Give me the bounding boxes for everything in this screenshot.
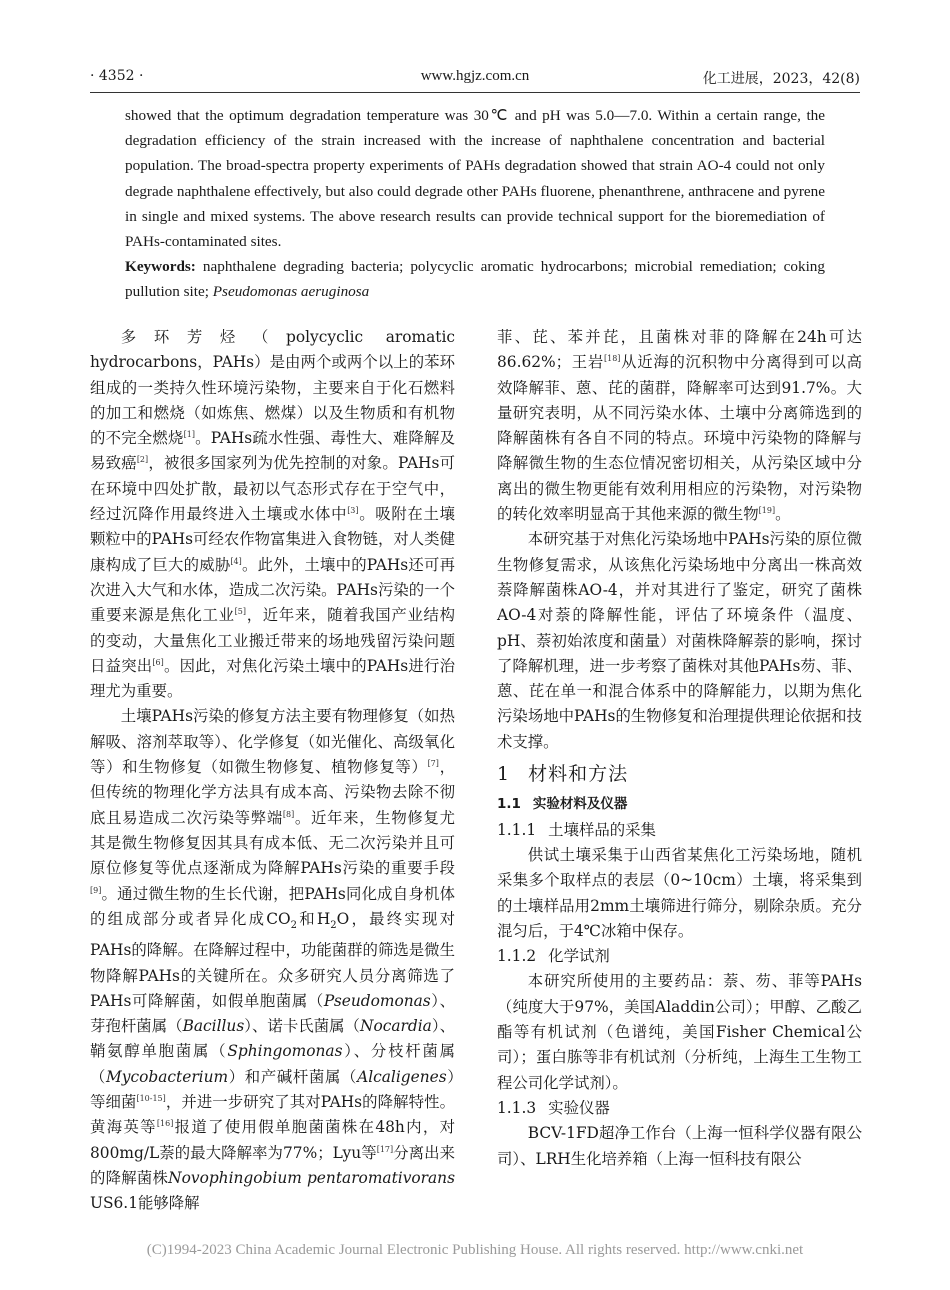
intro-paragraph-2-continued: 菲、芘、苯并芘，且菌株对菲的降解在24h可达86.62%；王岩[18]从近海的沉积物中分离得到可以高效降解菲、蒽、芘的菌群，降解率可达到91.7%。大量研究表明，从不同污染水体、土壤中分离筛选到的降解菌株有各自不同的特点。环境中污染物的降解与降解微生物的生态位情况密切相关，从污染区域中分离出的微生物更能有效利用相应的污染物，对污染物的转化效率明显高于其他来源的微生物[19]。 — [497, 328, 862, 524]
instruments-paragraph: BCV-1FD超净工作台（上海一恒科学仪器有限公司）、LRH生化培养箱（上海一恒科技有限公 — [497, 1124, 862, 1168]
citation-ref[interactable]: [4] — [230, 556, 242, 566]
reagents-paragraph: 本研究所使用的主要药品：萘、芴、菲等PAHs（纯度大于97%，美国Aladdin公司）；甲醇、乙酸乙酯等有机试剂（色谱纯，美国Fisher Chemical公司）；蛋白胨等非有机试剂（分析纯，上海生工生物工程公司化学试剂）。 — [497, 972, 862, 1092]
section-heading-1-1: 1.1 实验材料及仪器 — [497, 796, 628, 813]
section-heading-1-1-2: 1.1.2 化学试剂 — [497, 947, 610, 966]
citation-ref[interactable]: [7] — [427, 758, 439, 768]
section-heading-1-1-1: 1.1.1 土壤样品的采集 — [497, 820, 656, 839]
citation-ref[interactable]: [16] — [156, 1119, 174, 1129]
citation-ref[interactable]: [17] — [376, 1144, 394, 1154]
header-rule — [90, 92, 860, 93]
section-heading-1-1-3: 1.1.3 实验仪器 — [497, 1098, 610, 1117]
page-number: · 4352 · — [90, 68, 144, 84]
abstract-continuation — [125, 103, 825, 305]
running-header — [90, 62, 860, 90]
intro-paragraph-3: 本研究基于对焦化污染场地中PAHs污染的原位微生物修复需求，从该焦化污染场地中分离出一株高效萘降解菌株AO-4，并对其进行了鉴定，研究了菌株AO-4对萘的降解性能，评估了环境条件（温度、pH、萘初始浓度和菌量）对菌株降解萘的影响，探讨了降解机理，进一步考察了菌株对其他PAHs芴、菲、蒽、芘在单一和混合体系中的降解能力，以期为焦化污染场地中PAHs的生物修复和治理提供理论依据和技术支撑。 — [497, 530, 862, 751]
left-column — [90, 325, 455, 1216]
keywords-species: Pseudomonas aeruginosa — [212, 283, 370, 301]
keywords — [125, 254, 825, 304]
citation-ref[interactable]: [18] — [604, 354, 621, 364]
citation-ref[interactable]: [9] — [90, 885, 102, 895]
journal-url[interactable]: www.hgjz.com.cn — [420, 68, 530, 84]
intro-paragraph-2: 土壤PAHs污染的修复方法主要有物理修复（如热解吸、溶剂萃取等）、化学修复（如光催化、高级氧化等）和生物修复（如微生物修复、植物修复等）[7]，但传统的物理化学方法具有成本高、污染物去除不彻底且易造成二次污染等弊端[8]。近年来，生物修复尤其是微生物修复因其具有成本低、无二次污染并且可原位修复等优点逐渐成为降解PAHs污染的重要手段[9]。通过微生物的生长代谢，把PAHs同化成自身机体的组成部分或者异化成$CO_2$和$H_2O$，最终实现对PAHs的降解。在降解过程中，功能菌群的筛选是微生物降解PAHs的关键所在。众多研究人员分离筛选了PAHs可降解菌，如假单胞菌属（Pseudomonas）、芽孢杆菌属（Bacillus）、诺卡氏菌属（Nocardia）、鞘氨醇单胞菌属（Sphingomonas）、分枝杆菌属（Mycobacterium）和产碱杆菌属（Alcaligenes）等细菌[10-15]，并进一步研究了其对PAHs的降解特性。黄海英等[16]报道了使用假单胞菌菌株在48h内，对800mg/L萘的最大降解率为77%；Lyu等[17]分离出来的降解菌株Novophingobium pentaromativorans US6.1能够降解 — [90, 707, 455, 1213]
journal-citation: 化工进展，2023，42(8) — [702, 71, 860, 87]
citation-ref[interactable]: [6] — [152, 657, 164, 667]
citation-ref[interactable]: [10-15] — [136, 1093, 166, 1103]
keywords-label: Keywords: — [125, 258, 196, 276]
citation-ref[interactable]: [8] — [282, 809, 295, 819]
abstract-text: showed that the optimum degradation temperature was 30℃ and pH was 5.0—7.0. Within a certain range, the degradation efficiency of the strain increased with the increase of naphthalene concentration and bacterial population. The broad-spectra property experiments of PAHs degradation showed that strain AO-4 could not only degrade naphthalene effectively, but also could degrade other PAHs fluorene, phenanthrene, anthracene and pyrene in single and mixed systems. The above research results can provide technical support for the bioremediation of PAHs-contaminated sites. — [125, 107, 825, 251]
citation-ref[interactable]: [1] — [183, 430, 195, 440]
intro-paragraph-1: 多环芳烃（polycyclic aromatic hydrocarbons，PAHs）是由两个或两个以上的苯环组成的一类持久性环境污染物，主要来自于化石燃料的加工和燃烧（如炼焦、燃煤）以及生物质和有机物的不完全燃烧[1]。PAHs疏水性强、毒性大、难降解及易致癌[2]，被很多国家列为优先控制的对象。PAHs可在环境中四处扩散，最初以气态形式存在于空气中，经过沉降作用最终进入土壤或水体中[3]。吸附在土壤颗粒中的PAHs可经农作物富集进入食物链，对人类健康构成了巨大的威胁[4]。此外，土壤中的PAHs还可再次进入大气和水体，造成二次污染。PAHs污染的一个重要来源是焦化工业[5]，近年来，随着我国产业结构的变动，大量焦化工业搬迁带来的场地残留污染问题日益突出[6]。因此，对焦化污染土壤中的PAHs进行治理尤为重要。 — [90, 328, 455, 701]
citation-ref[interactable]: [19] — [758, 505, 776, 515]
citation-ref[interactable]: [2] — [136, 455, 149, 465]
copyright-footer: (C)1994-2023 China Academic Journal Electronic Publishing House. All rights reserved. http://www.cnki.net — [146, 1242, 804, 1258]
citation-ref[interactable]: [5] — [234, 607, 247, 617]
right-column — [497, 325, 862, 1172]
keywords-text: naphthalene degrading bacteria; polycyclic aromatic hydrocarbons; microbial remediation; coking pullution site; — [125, 258, 825, 301]
soil-sampling-paragraph: 供试土壤采集于山西省某焦化工污染场地，随机采集多个取样点的表层（0~10cm）土壤，将采集到的土壤样品用2mm土壤筛进行筛分，剔除杂质。充分混匀后，于4℃冰箱中保存。 — [497, 845, 862, 940]
citation-ref[interactable]: [3] — [347, 505, 359, 515]
section-heading-1: 1 材料和方法 — [497, 763, 629, 786]
